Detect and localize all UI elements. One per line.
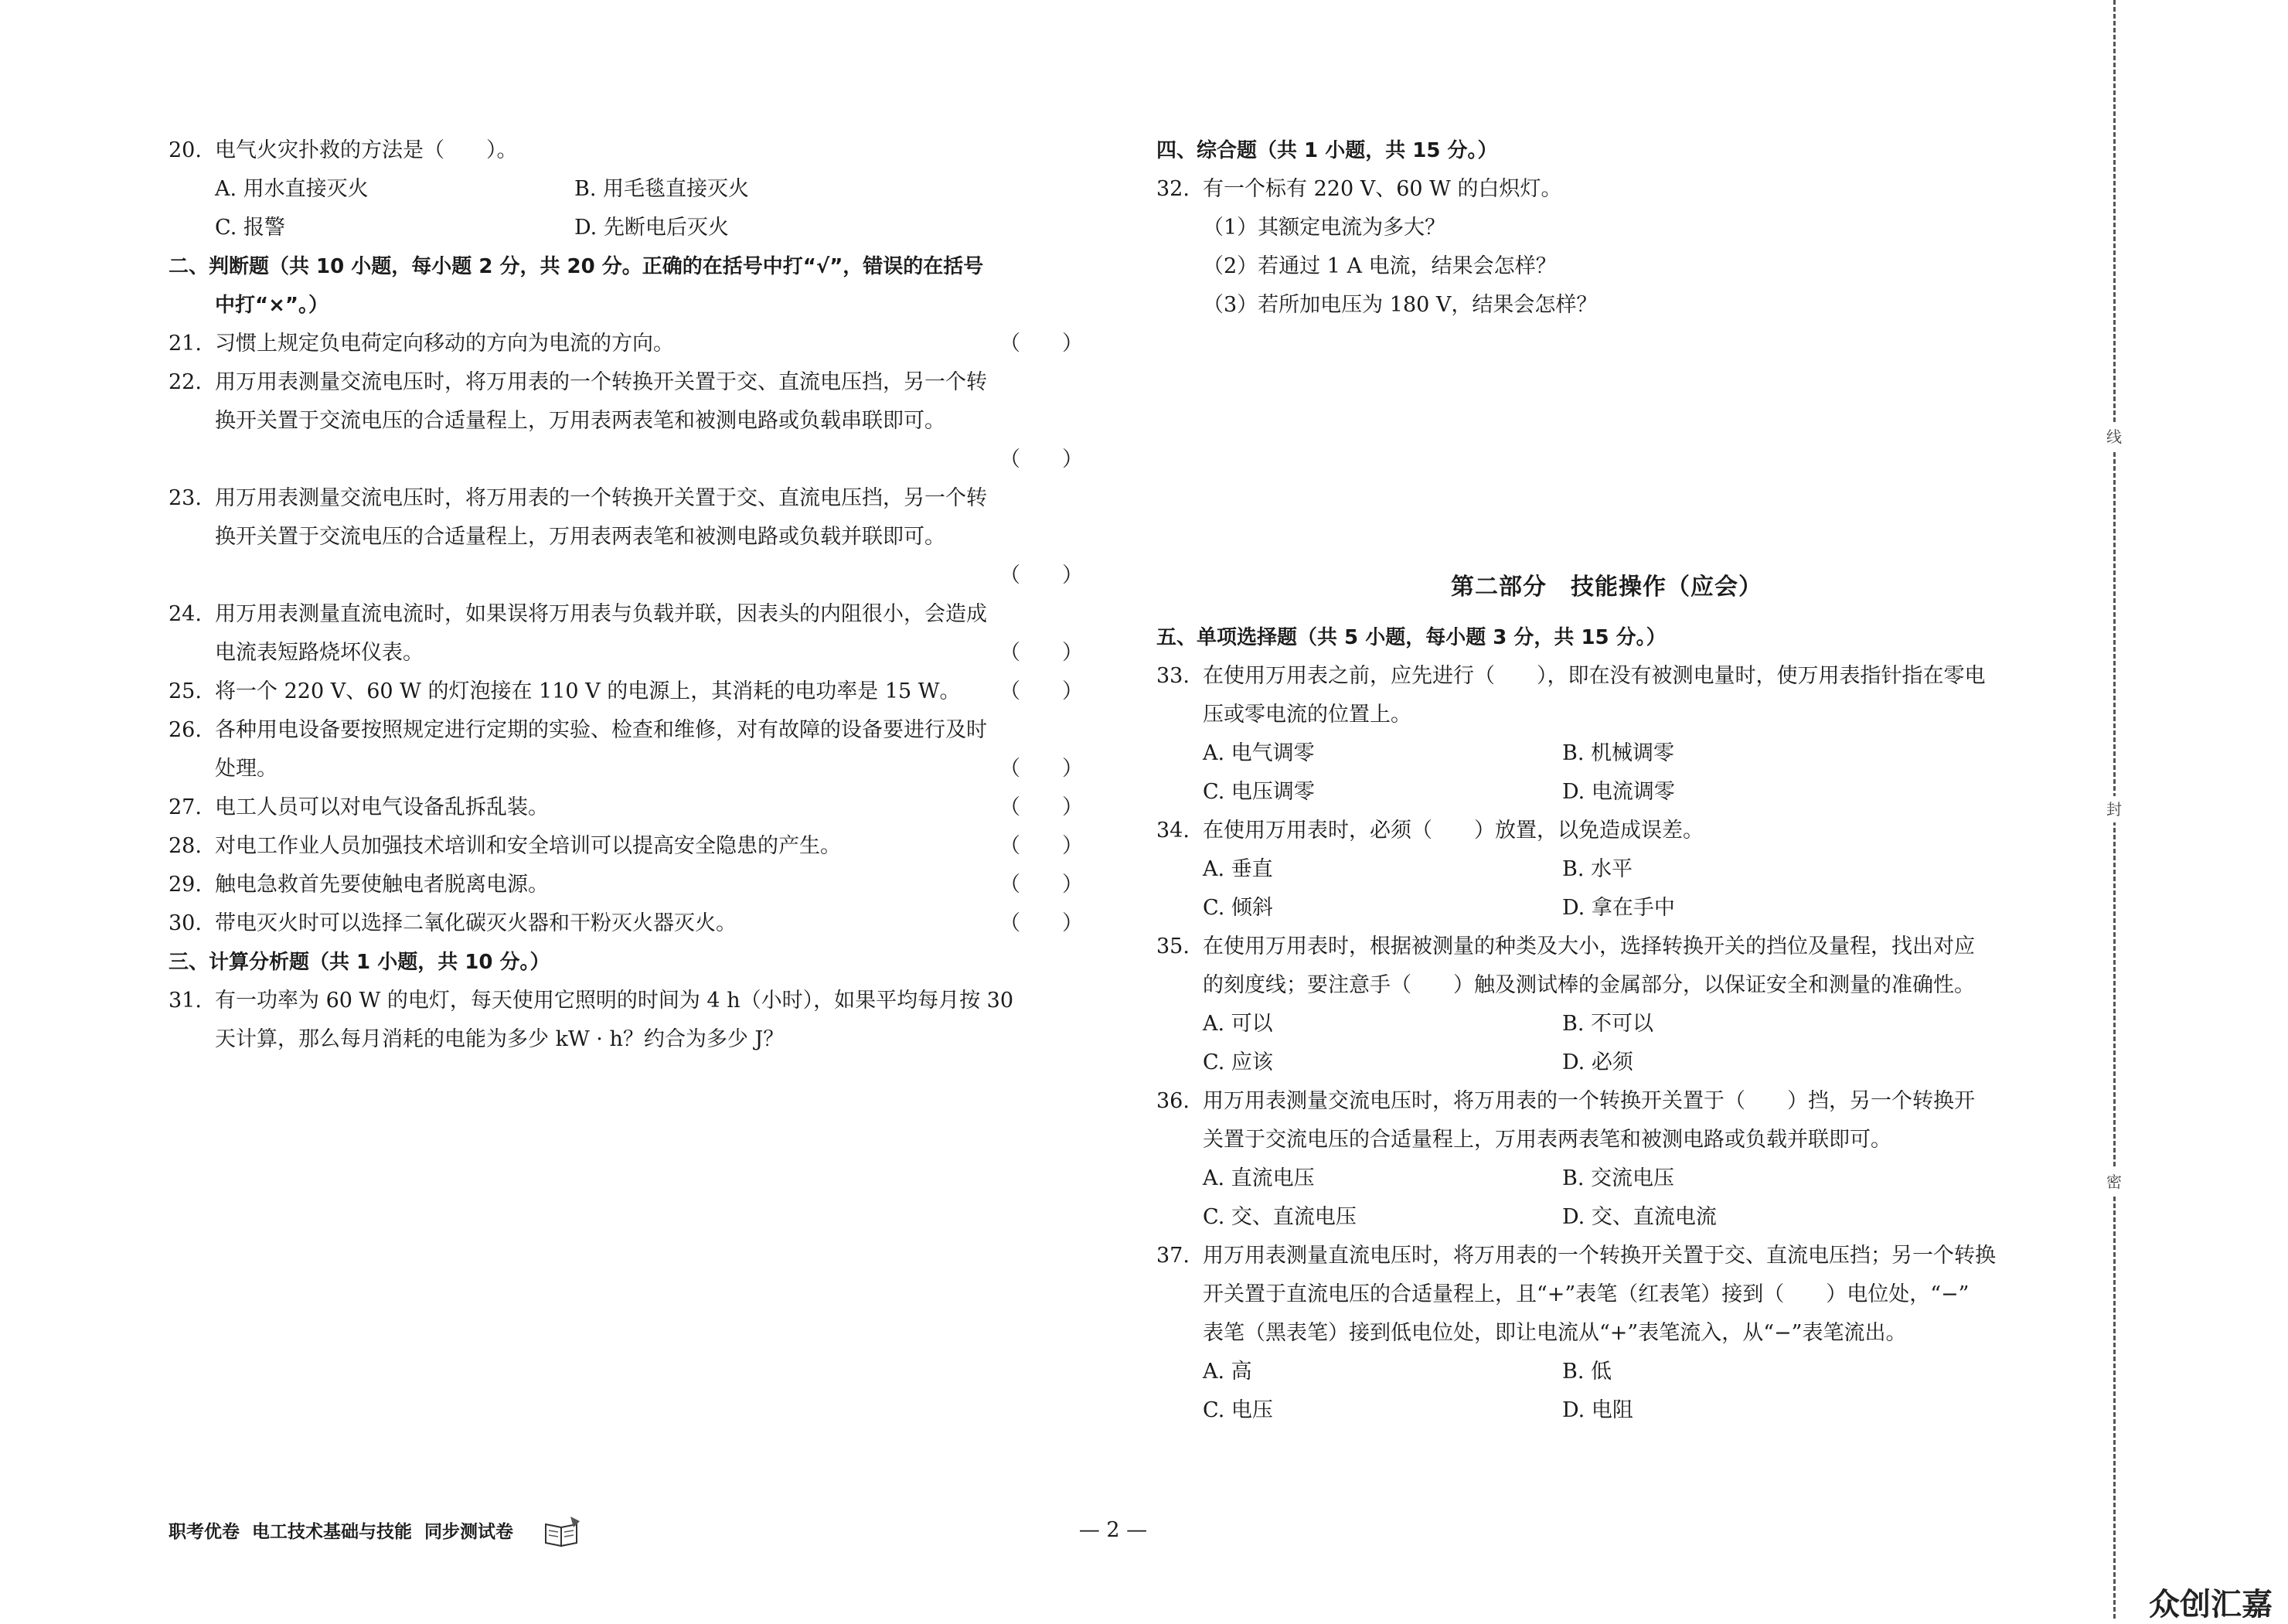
option-d: D. 必须 <box>1562 1050 1633 1074</box>
option-row <box>1156 1198 2057 1237</box>
question-number: 34. <box>1156 819 1190 843</box>
option-row <box>1156 1044 2057 1082</box>
question-number: 31. <box>169 989 202 1013</box>
option-a: A. 用水直接灭火 <box>215 177 369 201</box>
question-text: 有一功率为 60 W 的电灯，每天使用它照明的时间为 4 h（小时），如果平均每月按 30 <box>215 989 1014 1013</box>
question-number: 29. <box>169 873 202 897</box>
option-row <box>1156 1159 2057 1198</box>
sub-question-1: （1）其额定电流为多大？ <box>1203 216 1446 240</box>
question-number: 28. <box>169 834 202 858</box>
footer-series-name: 职考优卷 <box>169 1521 240 1542</box>
option-b: B. 不可以 <box>1562 1012 1654 1036</box>
footer-type: 同步测试卷 <box>424 1521 513 1542</box>
question-text: 用万用表测量直流电压时，将万用表的一个转换开关置于交、直流电压挡；另一个转换 <box>1203 1244 1996 1268</box>
question-text: 用万用表测量交流电压时，将万用表的一个转换开关置于（ ）挡，另一个转换开 <box>1203 1089 1975 1113</box>
question-35 <box>1156 928 2057 966</box>
option-c: C. 交、直流电压 <box>1203 1205 1357 1229</box>
question-number: 33. <box>1156 664 1190 688</box>
option-a: A. 可以 <box>1203 1012 1273 1036</box>
question-34 <box>1156 812 2057 850</box>
option-d: D. 交、直流电流 <box>1562 1205 1717 1229</box>
question-27 <box>169 788 1083 827</box>
question-text-cont: 表笔（黑表笔）接到低电位处，即让电流从“+”表笔流入，从“−”表笔流出。 <box>1203 1321 1907 1345</box>
option-b: B. 低 <box>1562 1360 1612 1384</box>
question-number: 27. <box>169 795 202 819</box>
question-text: 在使用万用表时，必须（ ）放置，以免造成误差。 <box>1203 819 1704 843</box>
question-33 <box>1156 657 2057 696</box>
question-text: 在使用万用表时，根据被测量的种类及大小，选择转换开关的挡位及量程，找出对应 <box>1203 935 1975 958</box>
question-text: 有一个标有 220 V、60 W 的白炽灯。 <box>1203 177 1562 201</box>
question-text-cont <box>169 750 1083 788</box>
question-text-cont: 换开关置于交流电压的合适量程上，万用表两表笔和被测电路或负载串联即可。 <box>215 409 945 433</box>
option-a: A. 高 <box>1203 1360 1252 1384</box>
option-d: D. 拿在手中 <box>1562 896 1675 920</box>
option-row <box>1156 1391 2057 1430</box>
section-heading-calculation: 三、计算分析题（共 1 小题，共 10 分。） <box>169 951 550 974</box>
question-30 <box>169 904 1083 943</box>
question-text: 带电灭火时可以选择二氧化碳灭火器和干粉灭火器灭火。 <box>215 911 737 935</box>
question-text: 用万用表测量交流电压时，将万用表的一个转换开关置于交、直流电压挡，另一个转 <box>215 486 987 510</box>
question-text-cont: 换开关置于交流电压的合适量程上，万用表两表笔和被测电路或负载并联即可。 <box>215 525 945 549</box>
question-text: 对电工作业人员加强技术培训和安全培训可以提高安全隐患的产生。 <box>215 834 841 858</box>
question-23 <box>169 479 1069 518</box>
question-number: 37. <box>1156 1244 1190 1268</box>
option-a: A. 垂直 <box>1203 857 1273 881</box>
option-c: C. 应该 <box>1203 1050 1273 1074</box>
question-number: 21. <box>169 332 202 356</box>
question-text: 处理。 <box>215 757 277 781</box>
question-text: 电工人员可以对电气设备乱拆乱装。 <box>215 795 549 819</box>
answer-parentheses: （ ） <box>999 911 1083 935</box>
option-c: C. 倾斜 <box>1203 896 1273 920</box>
question-text: 将一个 220 V、60 W 的灯泡接在 110 V 的电源上，其消耗的电功率是 15 W。 <box>215 679 961 703</box>
question-number: 23. <box>169 486 202 510</box>
option-b: B. 机械调零 <box>1562 741 1675 765</box>
question-text: 触电急救首先要使触电者脱离电源。 <box>215 873 549 897</box>
question-25 <box>169 672 1083 711</box>
question-28 <box>169 827 1083 866</box>
question-32 <box>1156 170 2057 209</box>
answer-parentheses: （ ） <box>999 834 1083 858</box>
option-row <box>1156 1005 2057 1044</box>
question-text-cont: 压或零电流的位置上。 <box>1203 703 1411 727</box>
question-number: 32. <box>1156 177 1190 201</box>
question-number: 24. <box>169 602 202 626</box>
book-icon <box>543 1515 583 1549</box>
option-c: C. 电压调零 <box>1203 780 1315 804</box>
question-text-cont: 天计算，那么每月消耗的电能为多少 kW · h？约合为多少 J？ <box>215 1027 785 1051</box>
option-d: D. 电阻 <box>1562 1398 1633 1422</box>
option-b: B. 交流电压 <box>1562 1166 1675 1190</box>
answer-parentheses: （ ） <box>999 873 1083 897</box>
question-text-cont: 的刻度线；要注意手（ ）触及测试棒的金属部分，以保证安全和测量的准确性。 <box>1203 973 1975 997</box>
option-row <box>1156 889 2057 928</box>
question-text: 用万用表测量交流电压时，将万用表的一个转换开关置于交、直流电压挡，另一个转 <box>215 370 987 394</box>
option-c: C. 报警 <box>215 216 285 240</box>
binding-char-seal: 封 <box>2101 796 2127 822</box>
footer-series <box>169 1515 583 1546</box>
answer-parentheses: （ ） <box>999 448 1083 472</box>
binding-char-secret: 密 <box>2101 1169 2127 1195</box>
question-29 <box>169 866 1083 904</box>
section-heading-single-choice: 五、单项选择题（共 5 小题，每小题 3 分，共 15 分。） <box>1156 626 1667 649</box>
question-21 <box>169 325 1083 363</box>
right-column <box>1156 131 2057 1430</box>
sub-question-3: （3）若所加电压为 180 V，结果会怎样？ <box>1203 293 1598 317</box>
option-row <box>1156 850 2057 889</box>
question-number: 22. <box>169 370 202 394</box>
question-text: 在使用万用表之前，应先进行（ ），即在没有被测电量时，使万用表指针指在零电 <box>1203 664 1986 688</box>
answer-line <box>169 441 1083 479</box>
answer-parentheses: （ ） <box>999 563 1083 587</box>
question-22 <box>169 363 1069 402</box>
option-d: D. 先断电后灭火 <box>574 216 729 240</box>
option-a: A. 直流电压 <box>1203 1166 1315 1190</box>
part-two-title: 第二部分 技能操作（应会） <box>1451 574 1762 601</box>
question-number: 35. <box>1156 935 1190 958</box>
question-31 <box>169 982 1069 1020</box>
question-text-cont <box>169 634 1083 672</box>
section-heading-judgement: 二、判断题（共 10 小题，每小题 2 分，共 20 分。正确的在括号中打“√”，错误的在括号 <box>169 255 984 278</box>
watermark-text: 众创汇嘉 <box>2149 1587 2273 1622</box>
question-text: 各种用电设备要按照规定进行定期的实验、检查和维修，对有故障的设备要进行及时 <box>215 718 987 742</box>
option-b: B. 用毛毯直接灭火 <box>574 177 750 201</box>
page-number: — 2 — <box>1078 1518 1148 1542</box>
question-number: 36. <box>1156 1089 1190 1113</box>
section-heading-comprehensive: 四、综合题（共 1 小题，共 15 分。） <box>1156 139 1498 162</box>
question-text: 用万用表测量直流电流时，如果误将万用表与负载并联，因表头的内阻很小，会造成 <box>215 602 987 626</box>
answer-parentheses: （ ） <box>999 332 1083 356</box>
question-text: 电气火灾扑救的方法是（ ）。 <box>215 138 518 162</box>
question-text-cont: 开关置于直流电压的合适量程上，且“+”表笔（红表笔）接到（ ）电位处，“−” <box>1203 1282 1970 1306</box>
answer-line <box>169 557 1083 595</box>
answer-parentheses: （ ） <box>999 757 1083 781</box>
option-b: B. 水平 <box>1562 857 1633 881</box>
sub-question-2: （2）若通过 1 A 电流，结果会怎样？ <box>1203 254 1557 278</box>
option-row <box>1156 734 2057 773</box>
answer-space <box>1156 325 2057 557</box>
question-text: 习惯上规定负电荷定向移动的方向为电流的方向。 <box>215 332 674 356</box>
binding-char-line: 线 <box>2101 424 2127 450</box>
answer-parentheses: （ ） <box>999 679 1083 703</box>
question-text-cont: 关置于交流电压的合适量程上，万用表两表笔和被测电路或负载并联即可。 <box>1203 1128 1891 1152</box>
left-column <box>169 131 1083 1059</box>
question-37 <box>1156 1237 2057 1275</box>
question-number: 26. <box>169 718 202 742</box>
answer-parentheses: （ ） <box>999 795 1083 819</box>
section-heading-judgement-cont: 中打“×”。） <box>215 294 329 317</box>
question-number: 30. <box>169 911 202 935</box>
question-26 <box>169 711 1069 750</box>
option-d: D. 电流调零 <box>1562 780 1675 804</box>
option-row <box>169 170 1069 209</box>
answer-parentheses: （ ） <box>999 641 1083 665</box>
option-row <box>169 209 1069 247</box>
option-a: A. 电气调零 <box>1203 741 1315 765</box>
option-row <box>1156 1353 2057 1391</box>
option-row <box>1156 773 2057 812</box>
question-text: 电流表短路烧坏仪表。 <box>215 641 424 665</box>
footer-subject: 电工技术基础与技能 <box>252 1521 412 1542</box>
question-number: 25. <box>169 679 202 703</box>
question-24 <box>169 595 1069 634</box>
question-number: 20. <box>169 138 202 162</box>
question-20 <box>169 131 1069 170</box>
option-c: C. 电压 <box>1203 1398 1273 1422</box>
question-36 <box>1156 1082 2057 1121</box>
